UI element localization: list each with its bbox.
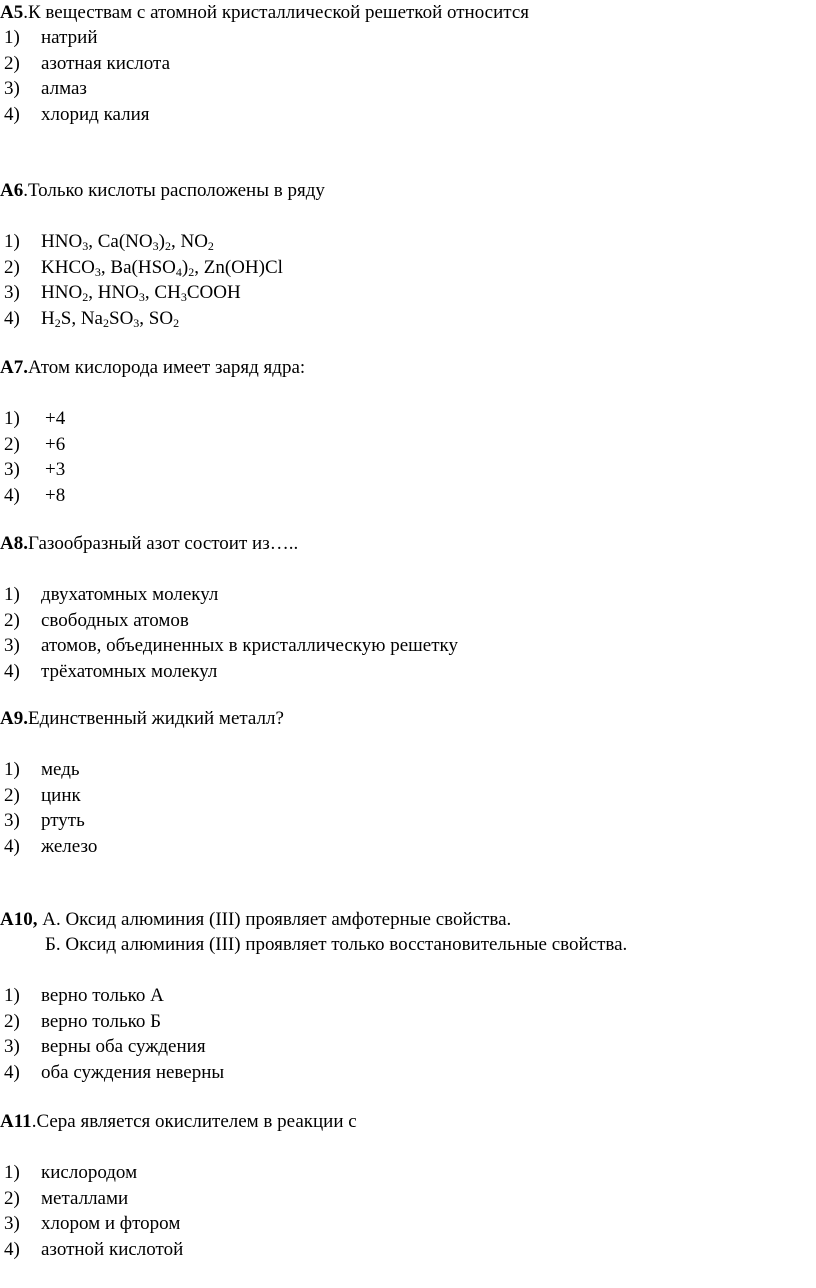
option: 2) +6 (4, 433, 66, 455)
question-stem (0, 531, 816, 556)
question-text: Только кислоты расположены в ряду (27, 180, 325, 201)
option: 3) $HNO_2$, $HNO_3$, $CH_3COOH$ (4, 282, 241, 304)
option: 1) верно только А (4, 985, 164, 1006)
question-text: Газообразный азот состоит из….. (27, 533, 299, 554)
question-a9 (0, 706, 816, 859)
option: 2) верно только Б (4, 1010, 162, 1032)
question-label: А10, (0, 909, 38, 930)
option: 1) +4 (4, 408, 66, 429)
option: 3) ртуть (4, 810, 85, 831)
question-text: К веществам с атомной кристаллической решеткой относится (27, 2, 529, 23)
question-stem (0, 907, 816, 932)
question-a8 (0, 531, 816, 684)
question-a10 (0, 907, 816, 1085)
question-label: А7. (0, 357, 28, 378)
question-a5 (0, 0, 816, 127)
option: 4) азотной кислотой (4, 1238, 184, 1260)
option: 1) кислородом (4, 1162, 138, 1183)
option: 2) металлами (4, 1187, 129, 1209)
option: 3) +3 (4, 459, 66, 480)
question-text-second: Б. Оксид алюминия (III) проявляет только восстановительные свойства. (45, 934, 628, 955)
question-a6 (0, 178, 816, 331)
option: 4) +8 (4, 484, 66, 506)
option: 2) азотная кислота (4, 52, 171, 74)
question-text: Единственный жидкий металл? (27, 708, 284, 729)
option: 2) $KHCO_3$, $Ba(HSO_4)_2$, Zn(OH)Cl (4, 256, 283, 279)
question-text: А. Оксид алюминия (III) проявляет амфотерные свойства. (42, 909, 512, 930)
option: 2) цинк (4, 784, 81, 806)
option: 4) железо (4, 835, 98, 857)
option: 2) свободных атомов (4, 609, 189, 631)
question-stem: А5.К веществам с атомной кристаллической решеткой относится (0, 2, 529, 23)
question-label: А5 (0, 2, 24, 23)
option: 3) хлором и фтором (4, 1213, 181, 1234)
option: 1) $HNO_3$, $Ca(NO_3)_2$, $NO_2$ (4, 231, 214, 253)
question-label: А11 (0, 1111, 32, 1132)
option: 4) трёхатомных молекул (4, 660, 218, 682)
question-text: Сера является окислителем в реакции с (36, 1111, 357, 1132)
question-label: А9. (0, 708, 28, 729)
option: 4) оба суждения неверны (4, 1061, 225, 1083)
option: 1) натрий (4, 27, 98, 48)
question-label: А6 (0, 180, 24, 201)
question-stem (0, 355, 816, 380)
option: 1) медь (4, 759, 80, 780)
question-a11 (0, 1109, 816, 1262)
question-label: А8. (0, 533, 28, 554)
question-text: Атом кислорода имеет заряд ядра: (27, 357, 306, 378)
question-a7 (0, 355, 816, 508)
question-stem: А11.Сера является окислителем в реакции с (0, 1111, 357, 1132)
question-stem: А6.Только кислоты расположены в ряду (0, 180, 325, 201)
option: 4) хлорид калия (4, 103, 150, 125)
option: 3) верны оба суждения (4, 1036, 206, 1057)
option: 3) алмаз (4, 78, 87, 99)
option: 4) $H_2S$, $Na_2SO_3$, $SO_2$ (4, 307, 180, 330)
option: 1) двухатомных молекул (4, 584, 219, 605)
option: 3) атомов, объединенных в кристаллическую решетку (4, 635, 458, 656)
question-stem (0, 706, 816, 731)
